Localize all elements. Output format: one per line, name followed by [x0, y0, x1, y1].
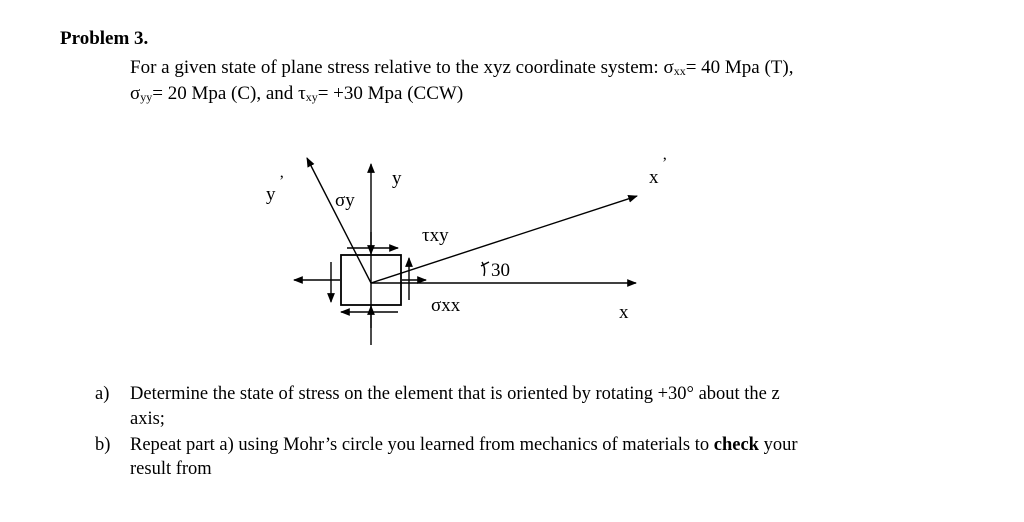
sigma-xx-label: σxx [431, 295, 461, 316]
y-axis-label: y [392, 168, 402, 189]
tau-xy-subscript: xy [305, 90, 318, 104]
problem-title: Problem 3. [60, 28, 149, 49]
y-prime-axis-mark: ’ [279, 173, 285, 190]
x-prime-axis-label: x [649, 167, 659, 188]
question-b-text-end: your [758, 435, 798, 455]
question-b-marker: b) [95, 435, 111, 455]
question-a-marker: a) [95, 384, 110, 404]
sigma-xx-subscript: xx [673, 64, 686, 78]
question-b-text: Repeat part a) using Mohr’s circle you learned from mechanics of materials to [130, 435, 714, 455]
tau-xy-symbol: τ [298, 83, 306, 104]
sigma-xx-symbol: σ [663, 57, 674, 78]
question-a-line-2: axis; [130, 409, 165, 429]
angle-label: 30 [491, 260, 510, 281]
x-prime-axis-mark: ’ [662, 155, 668, 172]
sigma-yy-subscript: yy [140, 90, 153, 104]
tau-xy-label: τxy [422, 225, 449, 246]
sigma-yy-symbol: σ [130, 83, 141, 104]
statement-text: For a given state of plane stress relative to the xyz coordinate system: [130, 57, 664, 78]
x-axis-label: x [619, 302, 629, 323]
sigma-yy-value: = 20 Mpa (C), and [152, 83, 299, 104]
question-b-line-1 [130, 435, 798, 456]
y-prime-axis [307, 158, 371, 283]
y-prime-axis-label: y [266, 184, 276, 205]
tau-xy-value: = +30 Mpa (CCW) [317, 83, 464, 104]
question-a-line-1: Determine the state of stress on the element that is oriented by rotating +30° about the z [130, 384, 780, 404]
sigma-y-label: σy [335, 190, 355, 211]
question-b-line-2: result from [130, 459, 212, 479]
sigma-xx-value: = 40 Mpa (T), [685, 57, 794, 78]
question-b-emphasis: check [713, 435, 759, 455]
